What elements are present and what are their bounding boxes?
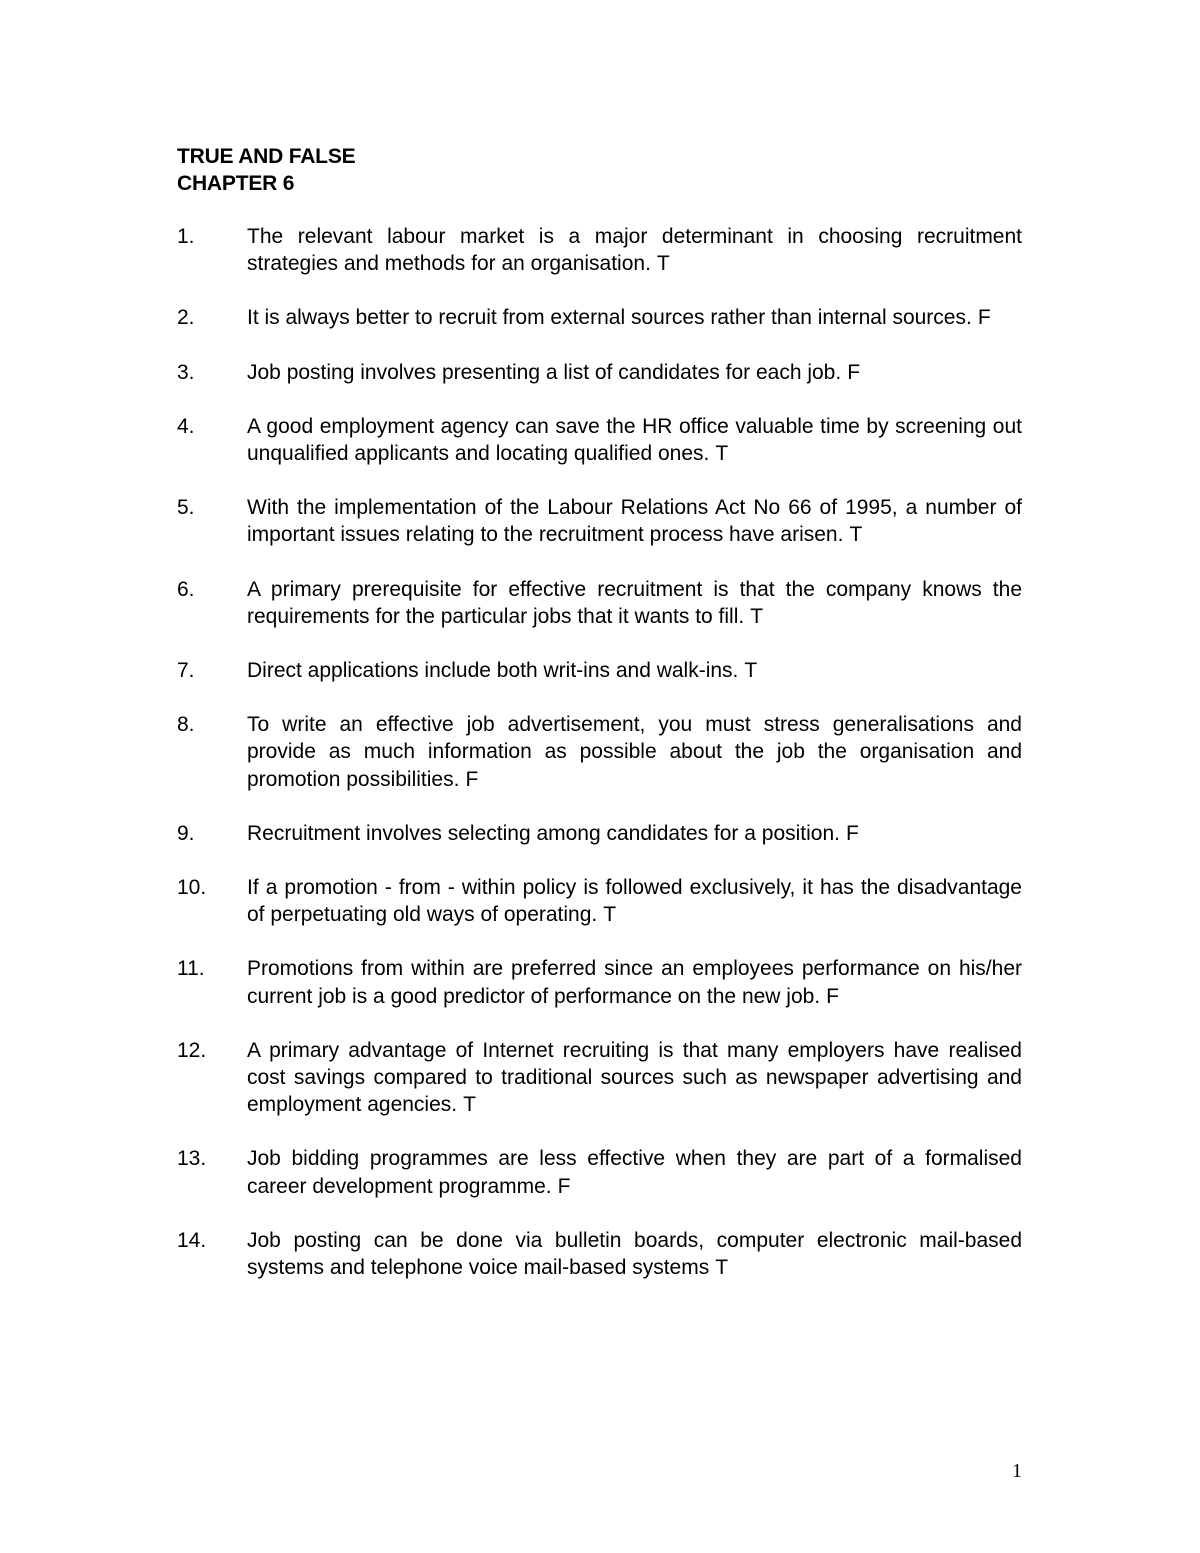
question-number: 11. [177,957,205,981]
question-item [177,304,1022,331]
question-answer: F [826,984,839,1008]
question-item [177,711,1022,793]
question-answer: T [744,659,758,683]
question-answer: F [557,1174,571,1198]
question-answer: F [465,767,479,791]
question-number: 13. [177,1147,207,1171]
question-answer: T [463,1093,476,1117]
question-number: 5. [177,496,195,520]
question-item [177,1037,1022,1119]
question-item [177,223,1022,277]
question-number: 4. [177,414,195,438]
question-text: Job bidding programmes are less effective when they are part of a formalised career development programme. F [247,1147,1022,1198]
question-item [177,657,1022,684]
question-text: Direct applications include both writ-ins and walk-ins. T [247,659,758,683]
question-number: 12. [177,1038,207,1062]
question-answer: T [750,604,764,628]
question-text: Promotions from within are preferred since an employees performance on his/her current job is a good predictor of performance on the new job. F [247,957,1022,1008]
question-text: A good employment agency can save the HR office valuable time by screening out unqualified applicants and locating qualified ones. T [247,414,1022,466]
question-item [177,413,1022,467]
question-text: It is always better to recruit from external sources rather than internal sources. F [247,306,991,330]
question-answer: F [847,360,861,384]
question-text: The relevant labour market is a major determinant in choosing recruitment strategies and methods for an organisation. T [247,225,1022,276]
question-answer: F [845,821,859,845]
question-text: If a promotion - from - within policy is followed exclusively, it has the disadvantage of perpetuating old ways of operating. T [247,876,1022,927]
question-answer: T [715,442,729,466]
question-text: Job posting can be done via bulletin boards, computer electronic mail-based systems and telephone voice mail-based systems T [247,1228,1022,1280]
question-item [177,955,1022,1009]
document-title: TRUE AND FALSE [177,145,356,168]
question-text: Job posting involves presenting a list of candidates for each job. F [247,360,861,384]
question-number: 6. [177,577,195,601]
question-answer: F [977,306,991,330]
chapter-heading: CHAPTER 6 [177,172,295,195]
question-item [177,874,1022,928]
question-number: 2. [177,306,195,330]
question-number: 1. [177,225,195,248]
question-item [177,820,1022,847]
question-text: A primary advantage of Internet recruiting is that many employers have realised cost savings compared to traditional sources such as newspaper advertising and employment agencies. T [247,1038,1022,1117]
question-number: 7. [177,659,195,683]
question-text: Recruitment involves selecting among candidates for a position. F [247,821,859,845]
question-item [177,494,1022,548]
question-number: 8. [177,713,195,737]
question-number: 9. [177,821,195,845]
question-item [177,576,1022,630]
question-text: A primary prerequisite for effective recruitment is that the company knows the requirements for the particular jobs that it wants to fill. T [247,577,1022,628]
question-list [177,223,1022,1308]
question-answer: T [603,903,617,927]
question-item [177,1227,1022,1281]
question-item [177,1145,1022,1199]
page-number: 1 [1012,1460,1022,1482]
question-number: 10. [177,876,207,900]
question-text: To write an effective job advertisement, you must stress generalisations and provide as much information as possible about the job the organisation and promotion possibilities. F [247,713,1022,791]
question-answer: T [656,252,670,276]
question-answer: T [849,523,863,547]
question-number: 3. [177,360,195,384]
question-answer: T [715,1256,729,1280]
question-item [177,359,1022,386]
question-number: 14. [177,1228,207,1252]
question-text: With the implementation of the Labour Relations Act No 66 of 1995, a number of important issues relating to the recruitment process have arisen. T [247,496,1022,547]
